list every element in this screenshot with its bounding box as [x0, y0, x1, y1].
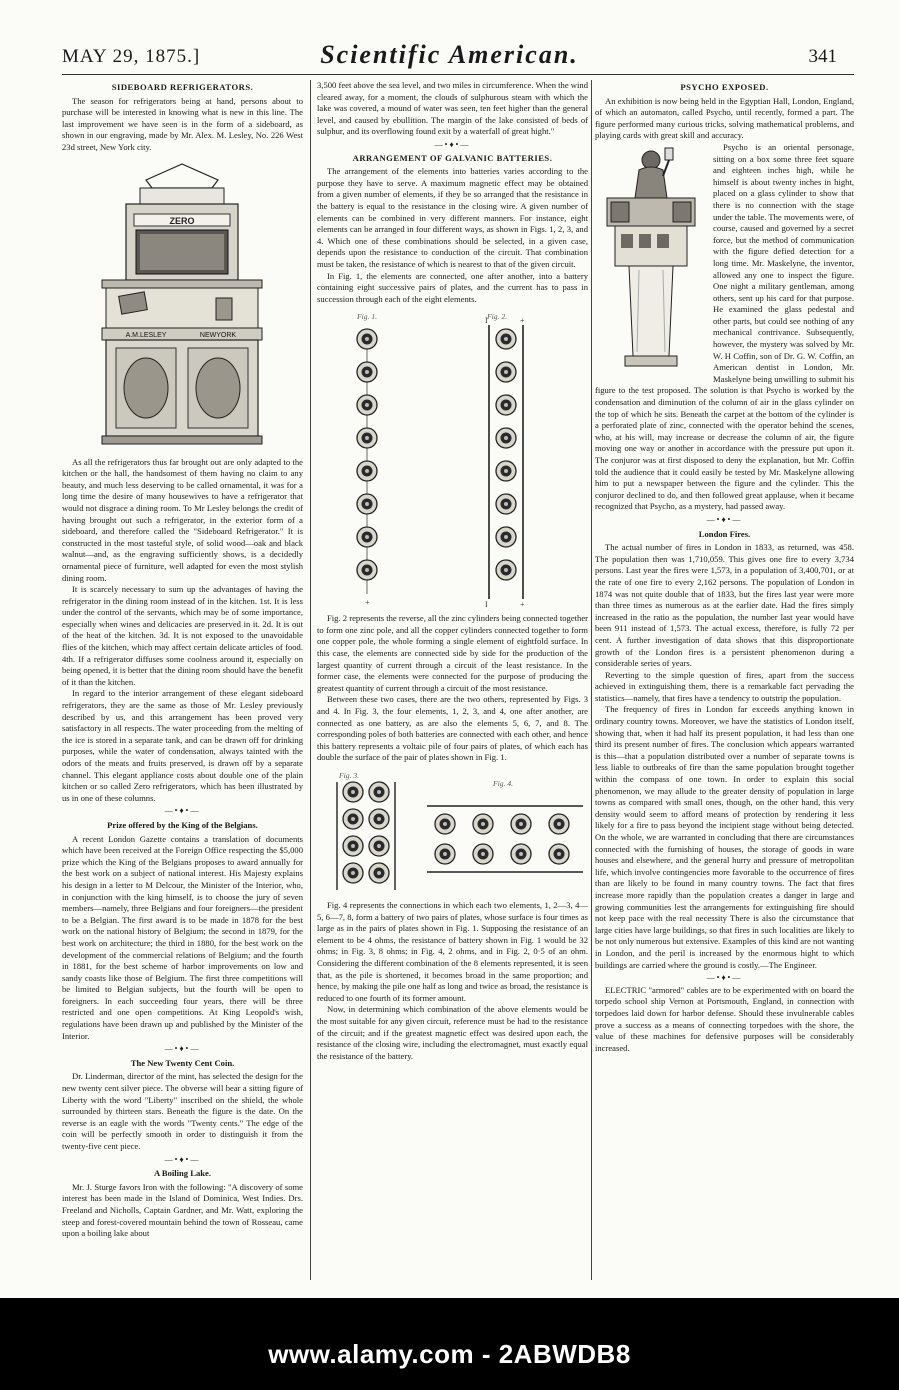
watermark-text: www.alamy.com - 2ABWDB8: [268, 1339, 631, 1369]
fig3-label: Fig. 3.: [339, 771, 360, 780]
paragraph: A recent London Gazette contains a translation of documents which have been received at the Foreign Office respecting the $5,000 prize which the King of the Belgians proposes to award annually for the best work on a subject of national interest. His Majesty explains his design in a letter to M Delcour, the Minister of the Interior, who, in conjunction with the king himself, is to choose the jury of seven members—namely, three Belgians and four foreigners—the president to be a Belgian. The first award is to be made in 1878 for the best work on the national history of Belgium; the second in 1879, for the best work on architecture; the third in 1880, for the best work on the development of the commercial relations of Belgium; and the fourth in 1881, for the best scheme of harbor improvements on low and sandy coasts like those of Belgium. The first three competitions will be limited to Belgian subjects, but the fourth will be open to foreigners. In each succeeding four years, there will be three restricted and one open competitions. At King Leopold's wish, regulations have been drawn up and published by the Minister of the Interior.: [62, 833, 303, 1041]
paragraph: Mr. J. Sturge favors Iron with the following: "A discovery of some interest has been made in the Island of Dominica, West Indies. Drs. Freeland and Nicholls, Captain Gardner, and Mr. Watt, exploring the steep and forest-covered mountain behind the town of Rosseau, came upon a boiling lake about: [62, 1181, 303, 1239]
article-title-lake: A Boiling Lake.: [153, 1168, 212, 1179]
battery-cell-pole: [557, 852, 561, 856]
column-right: [595, 80, 854, 1285]
battery-cell-pole: [377, 871, 381, 875]
article-title-coin: The New Twenty Cent Coin.: [130, 1057, 235, 1068]
fig2-label: Fig. 2.: [487, 312, 508, 322]
battery-figures-3-4: [317, 768, 588, 896]
section-ornament: —•♦•—: [164, 1154, 201, 1164]
masthead-title: Scientific American.: [320, 40, 579, 69]
article-title-sideboard: SIDEBOARD REFRIGERATORS.: [111, 82, 254, 92]
battery-cell-pole: [504, 337, 508, 341]
sideboard-label-zero: ZERO: [169, 215, 195, 226]
battery-cell-pole: [504, 370, 508, 374]
column-left: [62, 80, 303, 1285]
battery-cell-pole: [377, 844, 381, 848]
battery-cell-pole: [504, 535, 508, 539]
section-ornament: —•♦•—: [706, 514, 743, 524]
psycho-automaton-engraving: [595, 142, 707, 375]
paragraph: Reverting to the simple question of fires, apart from the success achieved in extinguishing them, there is a remarkable fact pervading the statistics—namely, that fires have a tendency to outstrip the population.: [595, 669, 854, 703]
battery-cell-pole: [365, 469, 369, 473]
fig1-label: Fig. 1.: [357, 312, 378, 322]
battery-cell-pole: [504, 469, 508, 473]
paragraph: In regard to the interior arrangement of these elegant sideboard refrigerators, they are the same as those of Mr. Lesley previously described by us, and this arrangement has been proved very satisfactory in all respects. The water proceeding from the melting of the ice is stored in a separate tank, and can be drawn off for drinking purposes, while the water of condensation, always tainted with the odors of the meats and fruits preserved, is drawn off by a separate channel. This elegant appliance costs about double one of the plain kitchen or so called Zero refrigerators, which has been illustrated by us in one of these columns.: [62, 688, 303, 803]
battery-cell-pole: [351, 817, 355, 821]
paragraph: Between these two cases, there are the two others, represented by Figs. 3 and 4. In Fig. 3, the four elements, 1, 2, 3, and 4, one after another, are connected as one battery, as are also the elements 5, 6, 7, and 8. The corresponding poles of both batteries are connected with each other, and hence this battery represents a voltaic pile of four pairs of plates, of which each has double the surface of the pair of plates shown in Fig. 1.: [317, 694, 588, 763]
page-number: 341: [808, 46, 837, 67]
battery-cell-pole: [443, 852, 447, 856]
section-ornament: —•♦•—: [706, 973, 743, 983]
battery-cell-pole: [443, 822, 447, 826]
battery-cell-pole: [557, 822, 561, 826]
paragraph: As all the refrigerators thus far brought out are only adapted to the kitchen or the hall, the handsomest of them having no claim to any beauty, and much less deserving to be called ornamental, it was for a long time the desire of many housewives to have a refrigerator that would not disgrace a dining room. To Mr Lesley belongs the credit of having brought out such a refrigerator, in the exterior form of a sideboard, and therefore called the "Sideboard Refrigerator." It is constructed in the most tasteful style, of solid wood—oak and black walnut—and, as the engraving sufficiently shows, is a decidedly ornamental piece of furniture, well adapted for even the most stylish dining room.: [62, 456, 303, 583]
battery-cell-pole: [365, 436, 369, 440]
paragraph: Now, in determining which combination of the above elements would be the most suitable for any given circuit, reference must be had to the resistance of the circuit; and if the greatest magnetic effect was desired upon each, the resistance of the closing wire, including the electromagnet, must exactly equal the resistance of the battery.: [317, 1004, 588, 1061]
article-title-psycho: PSYCHO EXPOSED.: [680, 82, 769, 92]
battery-cell-pole: [365, 337, 369, 341]
battery-cell-pole: [351, 790, 355, 794]
column-middle: [317, 80, 588, 1285]
fig4-label: Fig. 4.: [493, 779, 514, 788]
column-rule: [310, 80, 311, 1280]
battery-cell-pole: [365, 502, 369, 506]
paragraph: The season for refrigerators being at hand, persons about to purchase will be interested in knowing what is new in this line. The last improvement we have seen is in the form of a sideboard, as shown in our engraving, made by Mr. Alex. M. Lesley, No. 226 West 23d street, New York city.: [62, 95, 303, 152]
paragraph: It is scarcely necessary to sum up the advantages of having the refrigerator in the dining room instead of in the kitchen. 1st. It is less under the control of the servants, which may be of some importance, especially when wines and delicacies are preserved in it. 2d. It is out of the heat of the kitchen. 3d. It is not exposed to the unavoidable flies of the kitchen, which may affect certain delicate articles of food. 4th. If a refrigerator diffuses some coolness around it, especially on being opened, it is better that the dining room should have the benefit of it than the kitchen.: [62, 584, 303, 687]
issue-date: MAY 29, 1875.]: [62, 46, 201, 67]
paragraph: The arrangement of the elements into batteries varies according to the purpose they have to serve. A maximum magnetic effect may be obtained from a given number of elements, if they be so arranged that the resistance in the battery is equal to the resistance in the closing wire. A given number of elements can be combined in very different manners. For instance, eight elements can be arranged in four different ways, as shown in Figs. 1, 2, 3, and 4. Which one of these combinations should be selected, in a given case, depends upon the resistance to conduction of the circuit. That combination must be taken, the resistance of which is nearest to that of the given circuit.: [317, 166, 588, 269]
section-ornament: —•♦•—: [434, 139, 471, 149]
paragraph: Dr. Linderman, director of the mint, has selected the design for the new twenty cent silver piece. The obverse will bear a sitting figure of Liberty with the word "Liberty" inscribed on the shield, the whole surrounded by thirteen stars. Beneath the figure is the date. On the reverse is an eagle with the words "Twenty cents." The edge of the coin will be perfectly smooth in order to distinguish it from the twenty-five cent piece.: [62, 1071, 303, 1151]
battery-cell-pole: [365, 403, 369, 407]
battery-cell-pole: [377, 790, 381, 794]
battery-cell-pole: [504, 403, 508, 407]
battery-cell-pole: [504, 436, 508, 440]
battery-cell-pole: [504, 568, 508, 572]
battery-cell-pole: [504, 502, 508, 506]
paragraph: ELECTRIC "armored" cables are to be experimented with on board the torpedo school ship Vernon at Portsmouth, England, in connection with torpedoes laid down for harbor defense. Should these invulnerable cables prove a success as a means of connecting torpedoes with the shore, the value of these machines for defensive purposes will be considerably increased.: [595, 984, 854, 1053]
paragraph: Psycho is an oriental personage, sitting on a box some three feet square and eighteen inches high, while he himself is about twenty inches in hight, placed on a glass cylinder to show that there is no connection with the stage under the table. The movements were, of course, caused and governed by a secret force, but the method of communication with the figure defied detection for a long time. Mr. Maskelyne, the inventor, allowed any one to inspect the figure. One night a military gentleman, among others, sent up his card for that purpose. He examined the glass pedestal and other parts, but could see nothing of any mechanical contrivance. Subsequently, however, the mystery was solved by Mr. W. H Coffin, son of Dr. G. W. Coffin, an American dentist in London, Mr. Maskelyne being unwilling to submit his figure to the test proposed. The solution is that Psycho is worked by the condensation and diminution of the column of air in the glass cylinder on the top of which he sits. Beneath the carpet at the bottom of the cylinder is a perforated plate of zinc, connected with the operator behind the scenes, who, at his will, may increase or decrease the column of air, the figure moving one way or another in accordance with the pressure put upon it. The conjuror was at first disposed to deny the explanation, but Mr. Coffin told the audience that it could easily be tested by Mr. Maskelyne allowing him to put a newspaper between the figure and the cylinder. This the conjuror declined to do, and then followed great applause, when it became recognized that Psycho, as a mystery, had passed away.: [595, 141, 854, 512]
battery-cell-pole: [481, 852, 485, 856]
battery-cell-pole: [365, 535, 369, 539]
sideboard-label-maker: A.M.LESLEY: [125, 331, 167, 339]
paragraph: Fig. 2 represents the reverse, all the zinc cylinders being connected together to form one zinc pole, and all the copper cylinders connected together to form one copper pole, the whole forming a single element of eightfold surface. In this case, the elements are connected side by side for the production of the largest quantity of current through a circuit of the least resistance. In the former case, the elements were connected for the purpose of producing the greatest quantity of current through a circuit of the most resistance.: [317, 613, 588, 693]
header-rule: [62, 74, 854, 75]
battery-cell-pole: [351, 844, 355, 848]
svg-text:I: I: [485, 600, 488, 610]
svg-text:I: I: [485, 316, 488, 326]
column-rule: [591, 80, 592, 1280]
battery-cell-pole: [519, 852, 523, 856]
battery-figures-1-2: [317, 309, 588, 609]
article-title-prize: Prize offered by the King of the Belgians.: [107, 819, 258, 830]
sideboard-engraving: [62, 158, 303, 453]
svg-text:+: +: [520, 316, 525, 326]
battery-cell-pole: [377, 817, 381, 821]
paragraph: 3,500 feet above the sea level, and two miles in circumference. When the wind cleared away, for a moment, the clouds of sulphurous steam with which the lake was covered, a mound of water was seen, ten feet higher than the general level, and caused by ebullition. The margin of the lake consisted of beds of sulphur, and its overflowing found exit by a waterfall of great hight.": [317, 80, 588, 137]
paragraph: In Fig. 1, the elements are connected, one after another, into a battery containing eight successive pairs of plates, and the current has to pass in succession through each of the eight elements.: [317, 270, 588, 304]
paragraph: Fig. 4 represents the connections in which each two elements, 1, 2—3, 4—5, 6—7, 8, form a battery of two pairs of plates, whose surface is four times as large as in the pairs of plates shown in Fig. 1. Supposing the resistance of an element to be 4 ohms, the resistance of battery shown in Fig. 1 would be 32 ohms; in Fig. 3, 8 ohms; in Fig. 4, 2 ohms, and in Fig. 2, 0·5 of an ohm. Considering the different combination of the 8 elements represented, it is seen that, as the pile is shortened, it becomes broad in the same proportion; and hence, by making the pile one half as long and twice as broad, the resistance is reduced to one fourth of its former amount.: [317, 900, 588, 1003]
paragraph: The actual number of fires in London in 1833, as returned, was 458. The population then was 1,710,059. This gives one fire to every 3,734 persons. Last year the fires were 1,573, in a population of 3,400,701, or at the rate of one fire to every 2,162 persons. The population of London in 1874 was not quite double that of 1833, but the fires last year were more than three times as numerous as at the earlier date. Had the fires simply increased in the ratio as the population, the number last year would have been 911 instead of 1,573. The actual excess, therefore, is fully 72 per cent. A further investigation of data shows that this disproportionate growth of the London fires is a persistent phenomenon during a considerable series of years.: [595, 542, 854, 669]
battery-cell-pole: [365, 568, 369, 572]
article-title-fires: London Fires.: [698, 528, 751, 539]
section-ornament: —•♦•—: [164, 806, 201, 816]
section-ornament: —•♦•—: [164, 1044, 201, 1054]
paragraph: An exhibition is now being held in the Egyptian Hall, London, England, of which an automaton, called Psycho, until recently, formed a part. The figure performed many curious tricks, solving mathematical problems, and playing cards with great skill and accuracy.: [595, 95, 854, 141]
battery-cell-pole: [351, 871, 355, 875]
svg-text:+: +: [520, 600, 525, 610]
sideboard-label-city: NEWYORK: [199, 331, 237, 339]
battery-cell-pole: [365, 370, 369, 374]
svg-text:+: +: [365, 598, 370, 608]
paragraph: The frequency of fires in London far exceeds anything known in ordinary country towns. Moreover, we have the statistics of London itself, showing that, when it had half its present population, it had less than one third its present number of fires. The conclusion which appears warranted is this—that a population distributed over a number of separate towns is less liable to outbreaks of fire than the same population brought together within the compass of one town. In order to explain this social phenomenon, we may allude to the greater density of population in large towns as compared with small ones, though, on the other hand, this very density would seem to afford means of protection by rendering it less likely for a fire to pass beyond the incipient stage without being detected. On the whole, we are warranted in concluding that there are circumstances connected with the furnishing of houses, the storage of goods in ware houses and elsewhere, and the general hurry and pressure of metropolitan life, which involve contingencies more favorable to the occurrence of fires than are likely to be found in many country towns. The fact that fires increase more rapidly than the population creates a danger in large and growing communities lest the arrangements for extinguishing fire should not keep pace with the real necessity There is also the circumstance that large cities have large buildings, so that fires in such localities are likely to be not only numerous but extensive. Examples of this kind are not wanting in London, and the peril is increased by the enormous hight to which buildings are carried where the ground is costly.—The Engineer.: [595, 704, 854, 970]
article-title-batteries: ARRANGEMENT OF GALVANIC BATTERIES.: [352, 152, 553, 163]
battery-cell-pole: [481, 822, 485, 826]
battery-cell-pole: [519, 822, 523, 826]
